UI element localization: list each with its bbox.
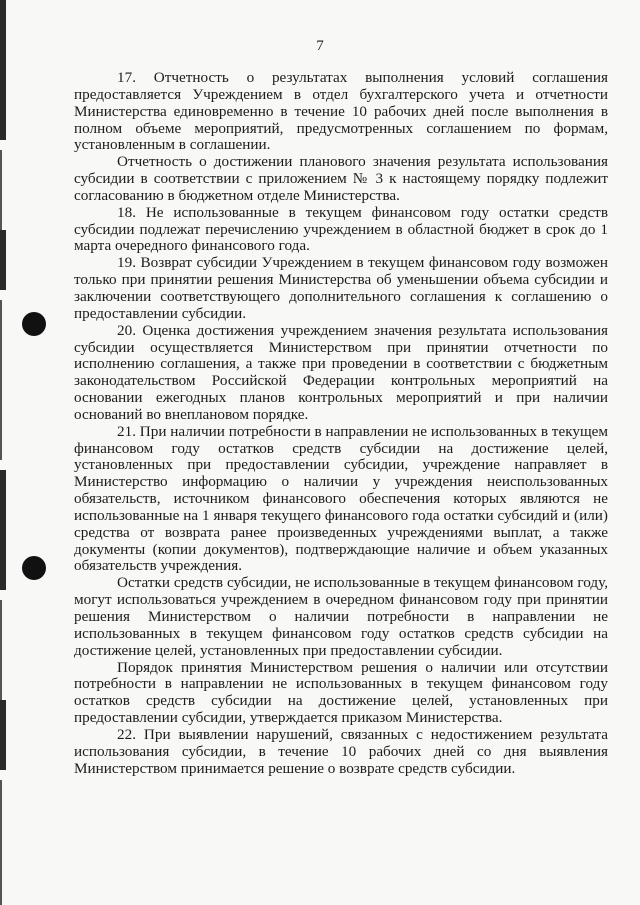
scan-edge-mark (0, 230, 6, 290)
paragraph: 21. При наличии потребности в направлении не использованных в текущем финансовом году остатков средств субсидии на достижение целей, установленных при предоставлении субсидии, учреждение направляет в Министерство информацию о наличии у учреждения неиспользованных обязательств, источником финансового обеспечения которых являются не использованные на 1 января текущего финансового года остатки субсидий и (или) средства от возврата ранее произведенных учреждениями выплат, а также документы (копии документов), подтверждающие наличие и объем указанных обязательств учреждения. (74, 422, 608, 575)
paragraph: 17. Отчетность о результатах выполнения условий соглашения предоставляется Учреждением в отдел бухгалтерского учета и отчетности Министерства единовременно в течение 10 рабочих дней после выполнения в полном объеме мероприятий, предусмотренных соглашением по формам, установленным в соглашении. (74, 69, 608, 154)
paragraph: 20. Оценка достижения учреждением значения результата использования субсидии осуществляется Министерством при принятии отчетности по исполнению соглашения, а также при проведении в соответствии с бюджетным законодательством Российской Федерации контрольных мероприятий на основании ежегодных планов контрольных мероприятий и при наличии оснований во внеплановом порядке. (74, 321, 608, 423)
paragraph: Порядок принятия Министерством решения о наличии или отсутствии потребности в направлении не использованных в текущем финансовом году остатков средств субсидии на достижение целей, установленных при предоставлении субсидии, утверждается приказом Министерства. (74, 658, 608, 727)
paragraph: Отчетность о достижении планового значения результата использования субсидии в соответствии с приложением № 3 к настоящему порядку подлежит согласованию в бюджетном отделе Министерства. (74, 153, 608, 204)
paragraph: 18. Не использованные в текущем финансовом году остатки средств субсидии подлежат перечислению учреждением в областной бюджет в срок до 1 марта очередного финансового года. (74, 203, 608, 255)
document-body (74, 70, 608, 777)
paragraph: 19. Возврат субсидии Учреждением в текущем финансовом году возможен только при принятии решения Министерства об уменьшении объема субсидии и заключении соответствующего дополнительного соглашения к соглашению о предоставлении субсидии. (74, 254, 608, 322)
scan-edge-mark (0, 470, 6, 590)
scan-edge-mark (0, 780, 2, 905)
page-number: 7 (316, 38, 324, 54)
binder-hole (22, 312, 46, 336)
binder-hole (22, 556, 46, 580)
scan-edge-mark (0, 0, 6, 140)
paragraph: 22. При выявлении нарушений, связанных с недостижением результата использования субсидии, в течение 10 рабочих дней со дня выявления Министерством принимается решение о возврате средств субсидии. (74, 725, 608, 777)
scan-edge-mark (0, 600, 2, 700)
scan-edge-mark (0, 300, 2, 460)
scan-edge-mark (0, 700, 6, 770)
paragraph: Остатки средств субсидии, не использованные в текущем финансовом году, могут использоваться учреждением в очередном финансовом году при принятии решения Министерством о наличии потребности в направлении не использованных в текущем финансовом году остатков средств субсидии на достижение целей, установленных при предоставлении субсидии. (74, 574, 608, 659)
scan-edge-mark (0, 150, 2, 240)
